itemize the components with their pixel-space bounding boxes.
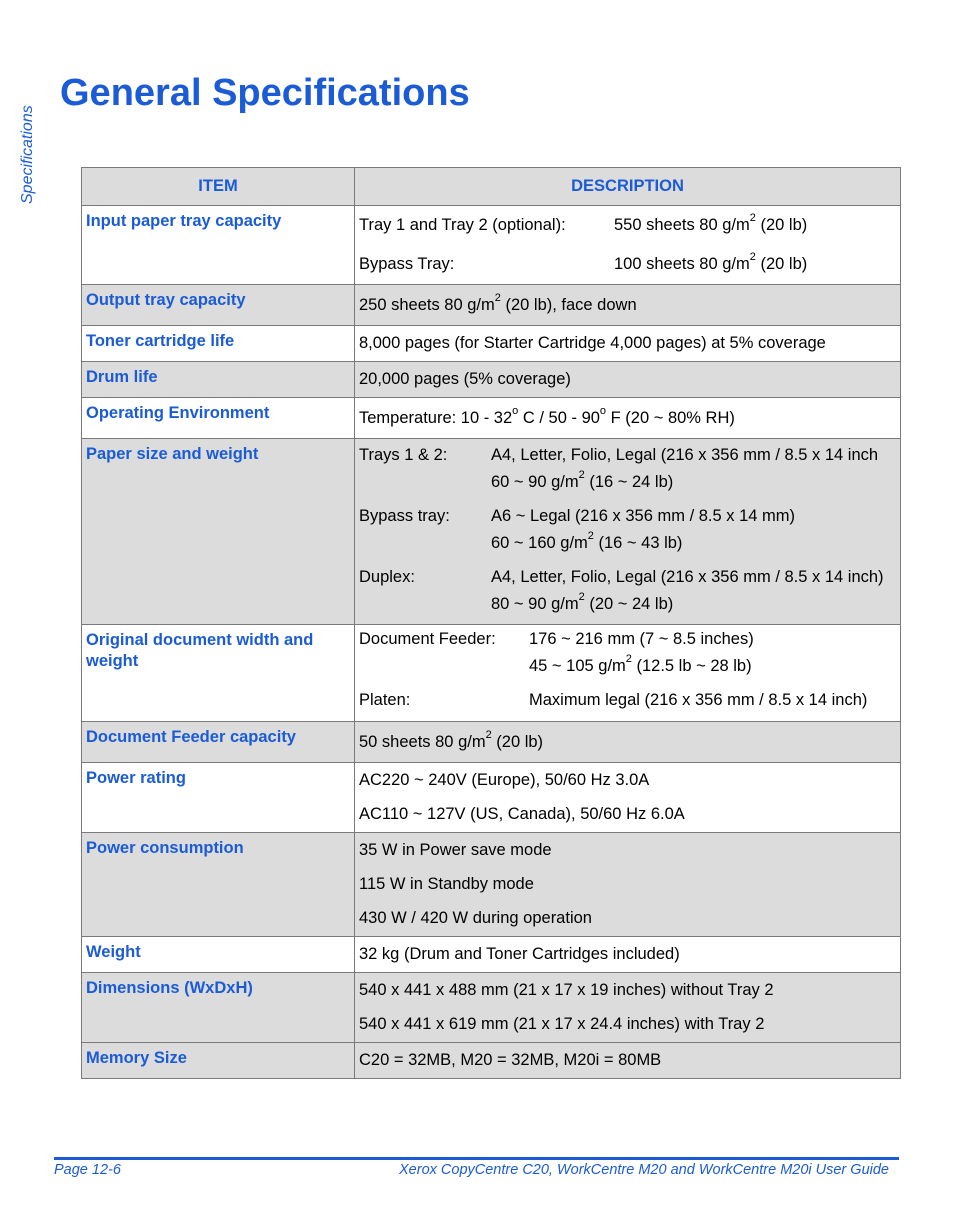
footer-page-number: Page 12-6	[54, 1162, 121, 1178]
item-cell: Input paper tray capacity	[82, 206, 355, 285]
desc-value: 540 x 441 x 488 mm (21 x 17 x 19 inches) without Tray 2	[359, 980, 774, 999]
specifications-table	[81, 167, 901, 1079]
table-header-row	[82, 168, 901, 206]
item-cell: Document Feeder capacity	[82, 722, 355, 763]
desc-value: Temperature: 10 - 32$^o$ C / 50 - 90$^o$ F (20 ~ 80% RH)	[359, 404, 735, 427]
desc-label: Trays 1 & 2:	[359, 446, 448, 464]
desc-value: 8,000 pages (for Starter Cartridge 4,000 pages) at 5% coverage	[359, 333, 826, 352]
desc-label: Bypass Tray:	[359, 254, 455, 273]
item-cell: Operating Environment	[82, 398, 355, 439]
description-cell	[355, 937, 901, 973]
description-cell	[355, 326, 901, 362]
desc-value: A4, Letter, Folio, Legal (216 x 356 mm / 8.5 x 14 inch)	[491, 568, 884, 586]
item-cell: Paper size and weight	[82, 439, 355, 625]
table-row	[82, 722, 901, 763]
desc-label: Platen:	[359, 691, 411, 709]
desc-value: 550 sheets 80 $g/m^2$ (20 lb)	[614, 211, 808, 234]
section-side-label: Specifications	[19, 105, 36, 204]
table-row	[82, 285, 901, 326]
item-cell: Weight	[82, 937, 355, 973]
description-cell	[355, 398, 901, 439]
desc-value: 250 sheets 80 $g/m^2$ (20 lb), face down	[359, 291, 637, 314]
table-row	[82, 362, 901, 398]
desc-value: 115 W in Standby mode	[359, 874, 534, 893]
item-cell: Power rating	[82, 763, 355, 833]
desc-label: Bypass tray:	[359, 507, 450, 525]
table-row	[82, 206, 901, 285]
desc-value: A6 ~ Legal (216 x 356 mm / 8.5 x 14 mm)	[491, 507, 796, 525]
desc-value: 60 ~ 160 $g/m^2$ (16 ~ 43 lb)	[491, 530, 683, 552]
desc-value: 35 W in Power save mode	[359, 840, 552, 859]
header-item: ITEM	[82, 168, 355, 206]
description-cell	[355, 722, 901, 763]
item-cell: Output tray capacity	[82, 285, 355, 326]
desc-value: 100 sheets 80 $g/m^2$ (20 lb)	[614, 250, 808, 273]
desc-value: 20,000 pages (5% coverage)	[359, 369, 571, 388]
table-row	[82, 833, 901, 937]
desc-value: A4, Letter, Folio, Legal (216 x 356 mm / 8.5 x 14 inch	[491, 446, 879, 464]
description-cell	[355, 973, 901, 1043]
description-cell	[355, 362, 901, 398]
desc-value: Maximum legal (216 x 356 mm / 8.5 x 14 inch)	[529, 691, 868, 709]
desc-value: 50 sheets 80 $g/m^2$ (20 lb)	[359, 728, 544, 751]
description-cell	[355, 206, 901, 285]
item-cell: Drum life	[82, 362, 355, 398]
table-row	[82, 763, 901, 833]
description-cell	[355, 1043, 901, 1079]
table-row	[82, 439, 901, 625]
desc-value: 430 W / 420 W during operation	[359, 908, 592, 927]
footer-divider	[54, 1157, 899, 1160]
table-row	[82, 326, 901, 362]
table-row	[82, 1043, 901, 1079]
description-cell	[355, 439, 901, 625]
footer-guide-title: Xerox CopyCentre C20, WorkCentre M20 and WorkCentre M20i User Guide	[399, 1162, 889, 1178]
item-cell: Power consumption	[82, 833, 355, 937]
desc-value: 80 ~ 90 $g/m^2$ (20 ~ 24 lb)	[491, 591, 674, 613]
description-cell	[355, 763, 901, 833]
desc-label: Duplex:	[359, 568, 415, 586]
table-row	[82, 398, 901, 439]
header-description: DESCRIPTION	[355, 168, 901, 206]
desc-value: 60 ~ 90 $g/m^2$ (16 ~ 24 lb)	[491, 469, 674, 491]
table-row	[82, 973, 901, 1043]
desc-value: AC220 ~ 240V (Europe), 50/60 Hz 3.0A	[359, 770, 650, 789]
description-cell	[355, 833, 901, 937]
desc-value: C20 = 32MB, M20 = 32MB, M20i = 80MB	[359, 1050, 662, 1069]
desc-value: 45 ~ 105 $g/m^2$ (12.5 lb ~ 28 lb)	[529, 653, 752, 675]
item-cell: Toner cartridge life	[82, 326, 355, 362]
description-cell	[355, 625, 901, 722]
desc-value: 540 x 441 x 619 mm (21 x 17 x 24.4 inches) with Tray 2	[359, 1014, 765, 1033]
item-cell: Memory Size	[82, 1043, 355, 1079]
desc-value: AC110 ~ 127V (US, Canada), 50/60 Hz 6.0A	[359, 804, 685, 823]
desc-label: Document Feeder:	[359, 630, 496, 648]
item-cell: Original document width and weight	[82, 625, 355, 722]
item-cell: Dimensions (WxDxH)	[82, 973, 355, 1043]
description-cell	[355, 285, 901, 326]
desc-value: 176 ~ 216 mm (7 ~ 8.5 inches)	[529, 630, 754, 648]
page-title: General Specifications	[60, 72, 470, 114]
desc-label: Tray 1 and Tray 2 (optional):	[359, 215, 566, 234]
table-row	[82, 625, 901, 722]
table-row	[82, 937, 901, 973]
desc-value: 32 kg (Drum and Toner Cartridges included)	[359, 944, 680, 963]
